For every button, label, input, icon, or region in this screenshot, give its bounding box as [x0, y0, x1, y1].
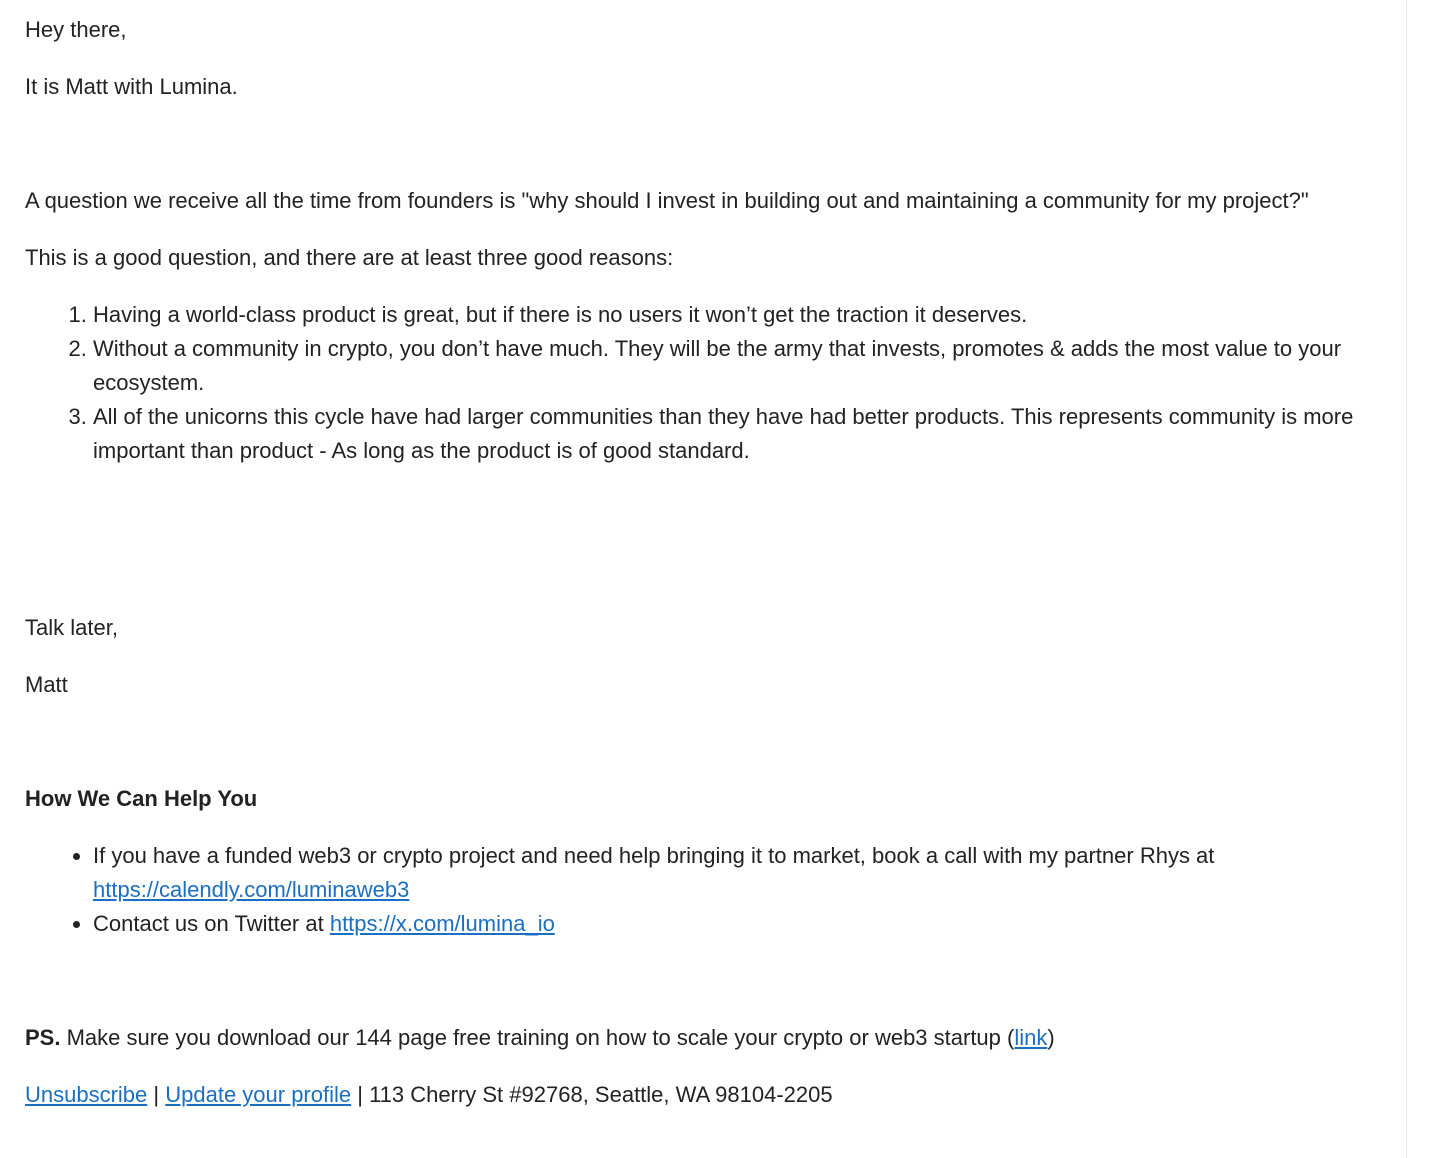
- ps-text: Make sure you download our 144 page free training on how to scale your crypto or web3 startup (: [60, 1025, 1015, 1050]
- footer-separator: |: [351, 1082, 370, 1107]
- signoff: Talk later,: [25, 615, 118, 640]
- footer: [25, 1078, 1385, 1112]
- help-item-text: Contact us on Twitter at: [93, 911, 330, 936]
- update-profile-link[interactable]: Update your profile: [165, 1082, 352, 1107]
- blank-spacer: [25, 964, 1385, 1021]
- list-item: 1. Having a world-class product is great, but if there is no users it won’t get the traction it deserves.: [93, 298, 1385, 332]
- ps-label: PS.: [25, 1025, 61, 1050]
- training-link[interactable]: link: [1014, 1025, 1048, 1050]
- reasons-intro: This is a good question, and there are at least three good reasons:: [25, 245, 674, 270]
- help-list: [25, 839, 1385, 941]
- twitter-link[interactable]: https://x.com/lumina_io: [329, 911, 555, 936]
- reasons-list: [25, 298, 1385, 468]
- blank-spacer: [25, 127, 1385, 184]
- list-item: 3. All of the unicorns this cycle have had larger communities than they have had better products. This represents community is more important than product - As long as the product is of good standard.: [93, 400, 1385, 468]
- list-item: 2. Without a community in crypto, you don’t have much. They will be the army that invests, promotes & adds the most value to your ecosystem.: [93, 332, 1385, 400]
- list-item: [93, 839, 1385, 907]
- question-paragraph: A question we receive all the time from founders is "why should I invest in building out and maintaining a community for my project?": [25, 188, 1309, 213]
- greeting: Hey there,: [25, 17, 127, 42]
- blank-spacer: [25, 725, 1385, 782]
- help-heading: How We Can Help You: [25, 786, 258, 811]
- calendly-link[interactable]: https://calendly.com/luminaweb3: [93, 877, 410, 902]
- signature: Matt: [25, 672, 68, 697]
- intro-line: It is Matt with Lumina.: [25, 74, 238, 99]
- ps-paragraph: [25, 1021, 1385, 1055]
- help-item-text: If you have a funded web3 or crypto project and need help bringing it to market, book a call with my partner Rhys at: [93, 843, 1215, 868]
- mailing-address: 113 Cherry St #92768, Seattle, WA 98104-2205: [369, 1082, 833, 1107]
- ps-close: ): [1047, 1025, 1055, 1050]
- content-divider: [1406, 0, 1407, 1158]
- unsubscribe-link[interactable]: Unsubscribe: [25, 1082, 148, 1107]
- list-item: [93, 907, 1385, 941]
- blank-spacer: [25, 491, 1385, 611]
- footer-separator: |: [147, 1082, 166, 1107]
- email-body: [25, 13, 1385, 1135]
